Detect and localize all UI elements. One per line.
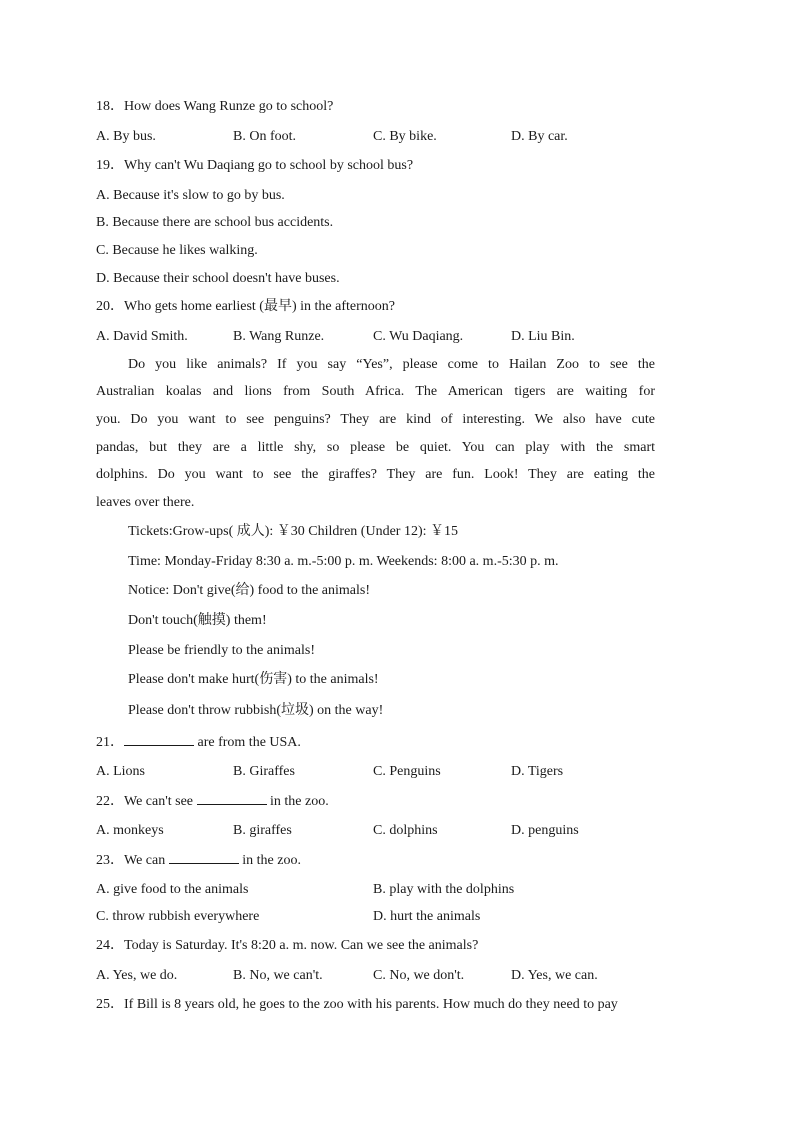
q21-option-a: A. Lions	[96, 764, 145, 779]
notice-time: Time: Monday-Friday 8:30 a. m.-5:00 p. m. Weekends: 8:00 a. m.-5:30 p. m.	[128, 554, 559, 569]
q24-option-c: C. No, we don't.	[373, 968, 465, 983]
question-25-stem: 25．If Bill is 8 years old, he goes to the zoo with his parents. How much do they need to pay	[96, 997, 618, 1012]
q20-option-a: A. David Smith.	[96, 329, 188, 344]
q22-option-d: D. penguins	[511, 823, 579, 838]
q18-option-b: B. On foot.	[233, 129, 296, 144]
q21-option-c: C. Penguins	[373, 764, 441, 779]
passage-line-5: dolphins. Do you want to see the giraffes? They are fun. Look! They are eating the	[96, 467, 655, 482]
q23-option-d: D. hurt the animals	[373, 909, 481, 924]
notice-rule-5: Please don't throw rubbish(垃圾) on the way!	[128, 703, 384, 718]
question-20-stem: 20．Who gets home earliest (最早) in the afternoon?	[96, 299, 395, 314]
q21-number: 21．	[96, 735, 124, 750]
passage-line-1: Do you like animals? If you say “Yes”, please come to Hailan Zoo to see the	[128, 357, 655, 372]
answer-blank	[197, 792, 267, 805]
q19-option-a: A. Because it's slow to go by bus.	[96, 188, 285, 203]
q22-option-c: C. dolphins	[373, 823, 438, 838]
q24-option-d: D. Yes, we can.	[511, 968, 598, 983]
answer-blank	[169, 851, 239, 864]
notice-tickets: Tickets:Grow-ups( 成人): ￥30 Children (Under 12): ￥15	[128, 524, 459, 539]
q22-option-a: A. monkeys	[96, 823, 164, 838]
question-18-stem: 18．How does Wang Runze go to school?	[96, 99, 334, 114]
passage-line-2: Australian koalas and lions from South Africa. The American tigers are waiting for	[96, 384, 655, 399]
notice-rule-1: Notice: Don't give(给) food to the animals!	[128, 583, 371, 598]
question-23-stem	[96, 851, 301, 870]
q20-option-d: D. Liu Bin.	[511, 329, 575, 344]
q19-option-c: C. Because he likes walking.	[96, 243, 258, 258]
q23-text-before: 23．We can	[96, 853, 169, 868]
q23-text-after: in the zoo.	[238, 853, 301, 868]
q22-text-before: 22．We can't see	[96, 794, 197, 809]
passage-line-6: leaves over there.	[96, 495, 195, 510]
q19-option-d: D. Because their school doesn't have buses.	[96, 271, 340, 286]
q21-option-d: D. Tigers	[511, 764, 564, 779]
question-21-stem	[96, 733, 301, 752]
q18-option-d: D. By car.	[511, 129, 568, 144]
q22-option-b: B. giraffes	[233, 823, 292, 838]
passage-line-4: pandas, but they are a little shy, so please be quiet. You can play with the smart	[96, 440, 655, 455]
q23-option-b: B. play with the dolphins	[373, 882, 515, 897]
q23-option-a: A. give food to the animals	[96, 882, 249, 897]
question-22-stem	[96, 792, 329, 811]
q19-option-b: B. Because there are school bus accidents.	[96, 215, 334, 230]
q21-option-b: B. Giraffes	[233, 764, 295, 779]
notice-rule-3: Please be friendly to the animals!	[128, 643, 315, 658]
answer-blank	[124, 733, 194, 746]
q18-option-c: C. By bike.	[373, 129, 437, 144]
q24-option-b: B. No, we can't.	[233, 968, 323, 983]
q18-option-a: A. By bus.	[96, 129, 156, 144]
q23-option-c: C. throw rubbish everywhere	[96, 909, 260, 924]
question-19-stem: 19．Why can't Wu Daqiang go to school by school bus?	[96, 158, 414, 173]
q20-option-b: B. Wang Runze.	[233, 329, 325, 344]
notice-rule-2: Don't touch(触摸) them!	[128, 613, 267, 628]
question-24-stem: 24．Today is Saturday. It's 8:20 a. m. now. Can we see the animals?	[96, 938, 479, 953]
q22-text-after: in the zoo.	[266, 794, 329, 809]
passage-line-3: you. Do you want to see penguins? They are kind of interesting. We also have cute	[96, 412, 655, 427]
q21-text: are from the USA.	[194, 735, 301, 750]
notice-rule-4: Please don't make hurt(伤害) to the animals!	[128, 672, 379, 687]
q24-option-a: A. Yes, we do.	[96, 968, 178, 983]
q20-option-c: C. Wu Daqiang.	[373, 329, 464, 344]
